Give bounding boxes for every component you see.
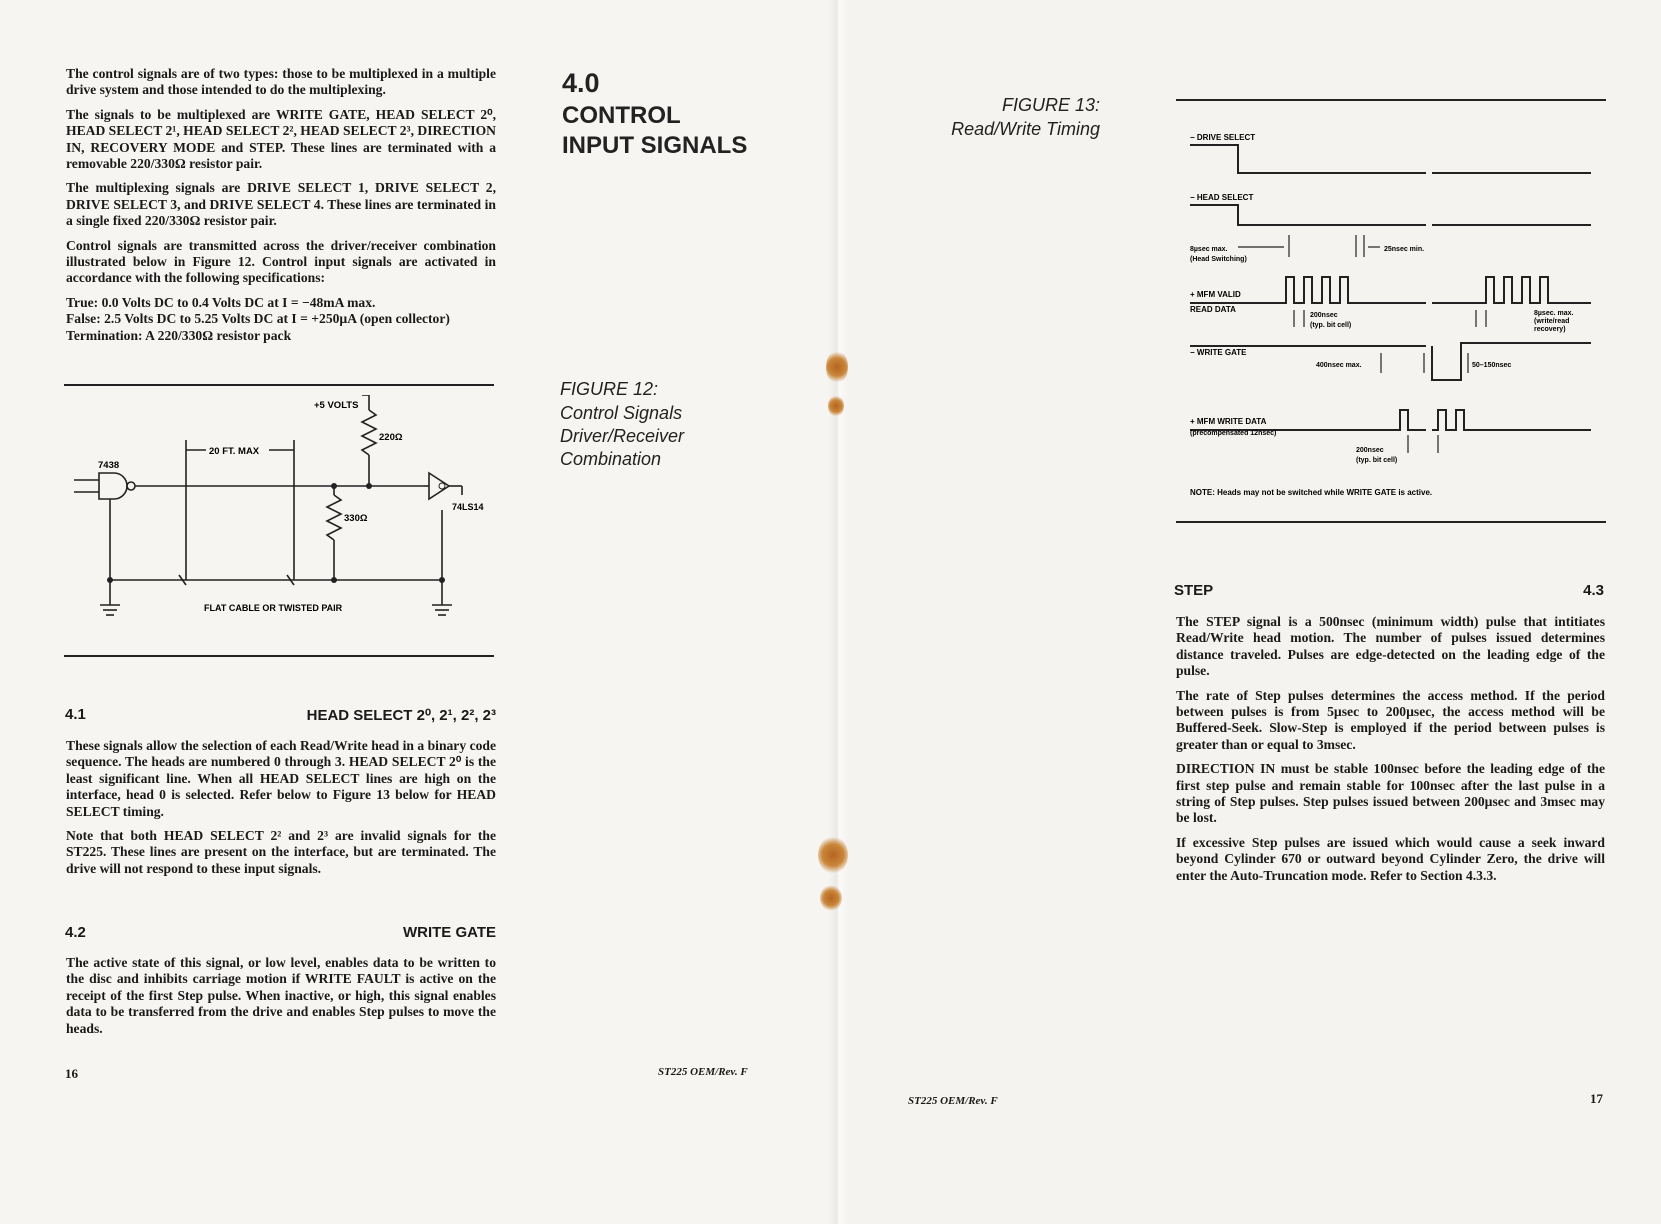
timing-label: READ DATA — [1190, 305, 1236, 314]
cable-label: FLAT CABLE OR TWISTED PAIR — [204, 603, 343, 613]
section-number: 4.2 — [65, 924, 86, 941]
stain — [828, 395, 844, 417]
timing-label: recovery) — [1534, 326, 1566, 333]
divider — [1176, 99, 1606, 101]
intro-paragraph: The signals to be multiplexed are WRITE GATE, HEAD SELECT 2⁰, HEAD SELECT 2¹, HEAD SELECT 2², HEAD SELECT 2³, DIRECTION IN, RECOVERY MODE and STEP. These lines are terminated with a removable 220/330Ω resistor pair. — [66, 106, 496, 172]
timing-label: 200nsec — [1356, 447, 1384, 454]
figure-12-label: FIGURE 12: — [560, 379, 659, 399]
figure-12-caption: Combination — [560, 449, 662, 469]
section-title: HEAD SELECT 2⁰, 2¹, 2², 2³ — [306, 707, 496, 724]
section-4-1-text — [66, 738, 496, 885]
r2-label: 330Ω — [344, 513, 368, 524]
section-number: 4.1 — [65, 706, 86, 723]
figure-12-caption: Control Signals — [560, 403, 683, 423]
timing-label: − DRIVE SELECT — [1190, 133, 1256, 142]
section-paragraph: These signals allow the selection of each Read/Write head in a binary code sequence. The heads are numbered 0 through 3. HEAD SELECT 2⁰ is the least significant line. When all HEAD SELECT lines are high on the interface, head 0 is selected. Refer below to Figure 13 below for HEAD SELECT timing. — [66, 738, 496, 819]
timing-label: + MFM WRITE DATA — [1190, 417, 1267, 426]
divider — [64, 384, 494, 386]
section-number: 4.3 — [1583, 582, 1604, 599]
chapter-title-line2: INPUT SIGNALS — [562, 132, 748, 159]
timing-label: 200nsec — [1310, 312, 1338, 319]
r1-label: 220Ω — [379, 432, 403, 443]
stain — [818, 836, 848, 874]
timing-note: NOTE: Heads may not be switched while WRITE GATE is active. — [1190, 488, 1433, 497]
section-paragraph: Note that both HEAD SELECT 2² and 2³ are invalid signals for the ST225. These lines are present on the interface, but are terminated. The drive will not respond to these input signals. — [66, 828, 496, 876]
intro-paragraph: The multiplexing signals are DRIVE SELECT 1, DRIVE SELECT 2, DRIVE SELECT 3, and DRIVE SELECT 4. These lines are terminated in a single fixed 220/330Ω resistor pair. — [66, 180, 496, 229]
timing-label: (typ. bit cell) — [1356, 457, 1398, 464]
footer: ST225 OEM/Rev. F — [658, 1066, 748, 1078]
length-label: 20 FT. MAX — [209, 446, 260, 457]
timing-label: 8µsec max. — [1190, 246, 1228, 253]
chapter-title-line1: CONTROL — [562, 102, 681, 129]
section-4-3-text — [1176, 614, 1605, 892]
timing-label: (precompensated 12nsec) — [1190, 430, 1277, 437]
stain — [820, 885, 842, 911]
intro-text — [66, 66, 496, 344]
timing-label: (typ. bit cell) — [1310, 322, 1352, 329]
section-title: WRITE GATE — [402, 924, 496, 941]
timing-label: 25nsec min. — [1384, 246, 1425, 253]
timing-label: − WRITE GATE — [1190, 348, 1247, 357]
timing-label: (write/read — [1534, 318, 1570, 325]
timing-label: (Head Switching) — [1190, 256, 1247, 263]
circuit-diagram — [64, 395, 504, 635]
spec-true: True: 0.0 Volts DC to 0.4 Volts DC at I = −48mA max. — [66, 294, 376, 310]
chapter-number: 4.0 — [562, 68, 600, 98]
timing-label: 400nsec max. — [1316, 362, 1362, 369]
receiver-label: 74LS14 — [452, 502, 484, 512]
spec-termination: Termination: A 220/330Ω resistor pack — [66, 327, 292, 343]
page-fold — [828, 0, 848, 1224]
timing-label: + MFM VALID — [1190, 290, 1241, 299]
intro-paragraph: The control signals are of two types: those to be multiplexed in a multiple drive system and those intended to do the multiplexing. — [66, 66, 496, 98]
intro-paragraph: Control signals are transmitted across the driver/receiver combination illustrated below in Figure 12. Control input signals are activated in accordance with the following specifications: — [66, 237, 496, 286]
page-number: 16 — [65, 1066, 78, 1081]
spec-false: False: 2.5 Volts DC to 5.25 Volts DC at I = +250µA (open collector) — [66, 311, 450, 327]
timing-label: − HEAD SELECT — [1190, 193, 1254, 202]
divider — [1176, 521, 1606, 523]
section-paragraph: DIRECTION IN must be stable 100nsec before the leading edge of the first step pulse and remain stable for 100nsec after the last pulse in a string of Step pulses. Step pulses issued between 200µsec and 3msec may be lost. — [1176, 761, 1605, 826]
section-paragraph: The active state of this signal, or low level, enables data to be written to the disc and inhibits carriage motion if WRITE FAULT is active on the receipt of the first Step pulse. When inactive, or high, this signal enables data to be transferred from the drive and enables Step pulses to move the heads. — [66, 955, 496, 1036]
page-number: 17 — [1590, 1091, 1603, 1106]
section-4-2-text — [66, 955, 496, 1045]
section-paragraph: The rate of Step pulses determines the access method. If the period between pulses is from 5µsec to 200µsec, the access method will be Buffered-Seek. Slow-Step is employed if the period between pulses is greater than or equal to 3msec. — [1176, 687, 1605, 752]
timing-label: 8µsec. max. — [1534, 310, 1574, 317]
section-paragraph: The STEP signal is a 500nsec (minimum width) pulse that intitiates Read/Write head motion. The number of pulses issued determines distance traveled. Pulses are edge-detected on the leading edge of the pulse. — [1176, 614, 1605, 679]
timing-diagram — [1176, 105, 1606, 515]
stain — [826, 350, 848, 384]
driver-label: 7438 — [98, 460, 120, 471]
section-title: STEP — [1174, 582, 1214, 599]
section-paragraph: If excessive Step pulses are issued which would cause a seek inward beyond Cylinder 670 or outward beyond Cylinder Zero, the drive will enter the Auto-Truncation mode. Refer to Section 4.3.3. — [1176, 834, 1605, 883]
timing-label: 50–150nsec — [1472, 362, 1512, 369]
divider — [64, 655, 494, 657]
figure-13-caption: Read/Write Timing — [951, 119, 1100, 139]
figure-13-label: FIGURE 13: — [1001, 95, 1100, 115]
figure-12-caption: Driver/Receiver — [560, 426, 685, 446]
footer: ST225 OEM/Rev. F — [908, 1095, 998, 1107]
vcc-label: +5 VOLTS — [314, 400, 359, 411]
